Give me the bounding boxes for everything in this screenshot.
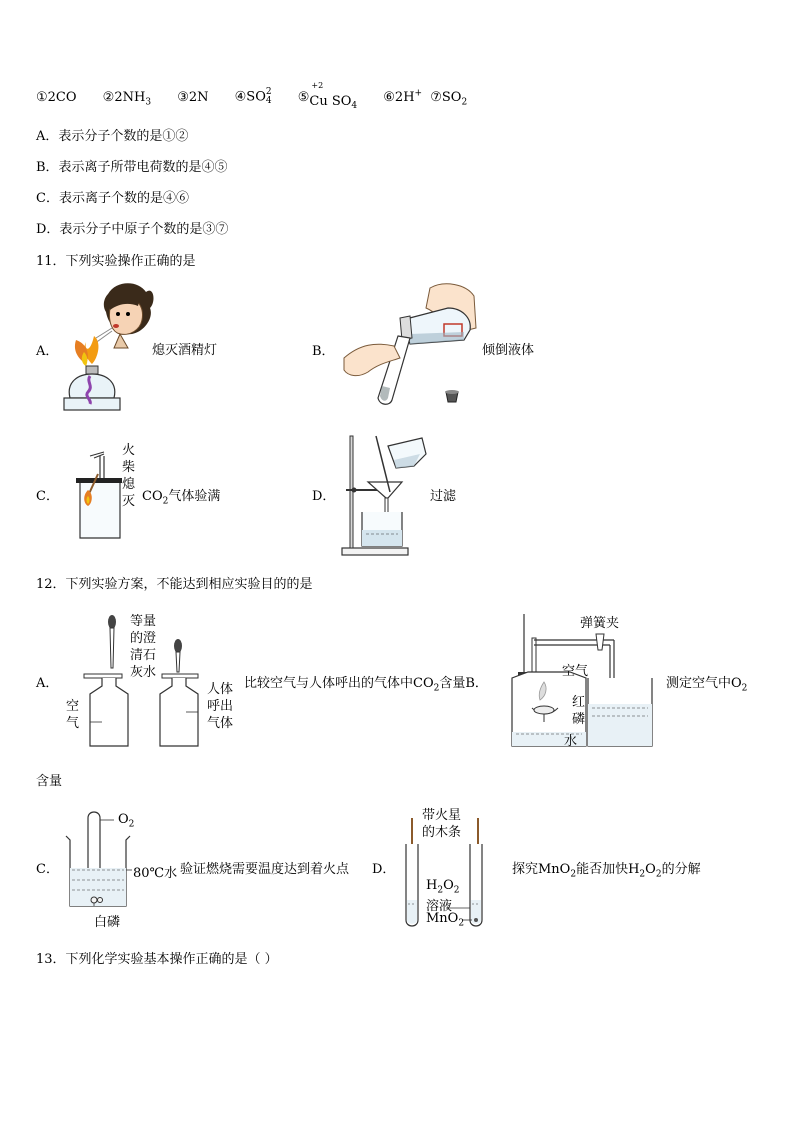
q12-d-h2o2-o: O — [443, 878, 454, 893]
q12-d-text-b: 2 — [570, 869, 577, 880]
q12-c-o2-sub: 2 — [128, 819, 135, 830]
q11-option-c-text — [142, 485, 220, 507]
q10-symbols-row — [36, 80, 468, 112]
q11-c-suffix: 气体验满 — [168, 489, 221, 504]
q11-option-d-text: 过滤 — [430, 489, 457, 504]
symbol-2n: ③2N — [177, 89, 209, 105]
q11-option-c-letter: C． — [36, 489, 59, 504]
q12-a-top-label: 等量的澄清石灰水 — [130, 614, 157, 680]
q12-d-h2o2-label — [426, 878, 459, 896]
symbol-2h-sup: + — [414, 88, 423, 99]
q12-d-text-e: O — [645, 862, 656, 877]
symbol-so4-text: ④SO — [234, 89, 266, 105]
q12-a-text-suffix: 含量B． — [439, 676, 488, 691]
q12-b-water-label: 水 — [564, 734, 578, 749]
pour-liquid-drawing — [340, 278, 480, 408]
co2-test-bottle-figure — [70, 450, 130, 545]
q12-d-solution-label: 溶液 — [426, 899, 453, 914]
q12-c-white-phosphorus-label: 白磷 — [94, 915, 121, 930]
q12-b-air-label: 空气 — [562, 664, 589, 679]
q11-option-c-side-label: 火柴熄灭 — [122, 443, 136, 509]
q11-option-b-text: 倾倒液体 — [482, 343, 535, 358]
q11-option-d-letter: D． — [312, 489, 336, 504]
q12-b-text-main: 测定空气中O — [666, 676, 742, 691]
symbol-2nh3-text: ②2NH — [102, 89, 146, 105]
q12-option-c-text: 验证燃烧需要温度达到着火点 — [180, 862, 350, 877]
q12-b-phosphorus-label: 红磷 — [572, 695, 586, 727]
q12-c-o2-label — [118, 812, 134, 830]
q12-c-water-label: 80℃水 — [133, 866, 178, 881]
q12-d-text-g: 的分解 — [661, 862, 701, 877]
filtration-drawing — [340, 432, 435, 558]
q12-d-h2o2-2a: 2 — [437, 885, 444, 896]
q11-option-b-letter: B． — [312, 344, 335, 359]
symbol-so2 — [430, 89, 468, 108]
q11-option-a-text: 熄灭酒精灯 — [152, 343, 218, 358]
q12-b-clamp-label: 弹簧夹 — [580, 616, 620, 631]
symbol-so2-sub: 2 — [461, 97, 468, 108]
q12-a-text-main: 比较空气与人体呼出的气体中CO — [244, 676, 434, 691]
q12-d-splint-label: 带火星的木条 — [422, 808, 462, 840]
symbol-2co: ①2CO — [36, 89, 77, 105]
q12-option-d-text — [512, 858, 701, 880]
symbol-2nh3-sub: 3 — [145, 97, 152, 108]
q13-title: 13．下列化学实验基本操作正确的是（ ） — [36, 952, 278, 967]
symbol-2h-text: ⑥2H — [383, 89, 415, 105]
q12-option-b-text — [666, 672, 747, 694]
q12-option-d-letter: D． — [372, 862, 396, 877]
q11-title: 11．下列实验操作正确的是 — [36, 254, 196, 269]
symbol-cuso4-index: ⑤ — [297, 89, 310, 105]
q10-option-b: B．表示离子所带电荷数的是④⑤ — [36, 160, 228, 175]
q12-option-a-letter: A． — [36, 676, 59, 691]
q12-d-text-c: 能否加快H — [576, 862, 640, 877]
filtration-figure — [340, 432, 435, 558]
q12-a-right-label: 人体呼出气体 — [207, 682, 234, 731]
q12-d-h2o2-h: H — [426, 878, 438, 893]
symbol-so4-sub: 4 — [265, 96, 272, 106]
symbol-so4-sup: 2 — [265, 87, 272, 97]
symbol-2h-plus — [383, 90, 422, 105]
q12-d-text-d: 2 — [639, 869, 646, 880]
q10-option-a: A．表示分子个数的是①② — [36, 129, 189, 144]
q12-title: 12．下列实验方案，不能达到相应实验目的的是 — [36, 577, 313, 592]
symbol-cuso4-sub: 4 — [351, 101, 358, 112]
q12-option-c-letter: C． — [36, 862, 59, 877]
q12-d-mno2-label — [426, 911, 464, 929]
symbol-cuso4-body: Cu SO — [309, 93, 352, 109]
alcohol-lamp-blowing-figure — [58, 278, 158, 418]
q12-c-o2-text: O — [118, 812, 129, 827]
q12-a-left-label: 空气 — [66, 699, 80, 731]
alcohol-lamp-blowing-drawing — [58, 278, 158, 418]
symbol-so4 — [235, 88, 272, 106]
q12-d-text-f: 2 — [655, 869, 662, 880]
q12-option-a-text — [244, 672, 488, 694]
symbol-cuso4-charge: +2 — [311, 80, 324, 90]
q12-d-mno2-sub: 2 — [458, 918, 465, 929]
q12-a-text-sub: 2 — [433, 683, 440, 694]
q10-option-d: D．表示分子中原子个数的是③⑦ — [36, 222, 229, 237]
q12-b-text-sub: 2 — [741, 683, 748, 694]
symbol-cuso4 — [297, 80, 358, 112]
q11-c-co-text: CO — [142, 489, 163, 504]
q12-d-h2o2-2b: 2 — [453, 885, 460, 896]
symbol-so2-text: ⑦SO — [430, 89, 462, 105]
q11-c-co-sub: 2 — [162, 496, 169, 507]
q10-option-c: C．表示离子个数的是④⑥ — [36, 191, 189, 206]
q12-d-text-a: 探究MnO — [512, 862, 571, 877]
co2-test-bottle-drawing — [70, 450, 130, 545]
symbol-2nh3 — [103, 90, 151, 108]
pour-liquid-figure — [340, 278, 480, 408]
q11-option-a-letter: A． — [36, 344, 59, 359]
q12-d-mno2-text: MnO — [426, 911, 459, 926]
q12-b-text-continuation: 含量 — [36, 774, 63, 789]
